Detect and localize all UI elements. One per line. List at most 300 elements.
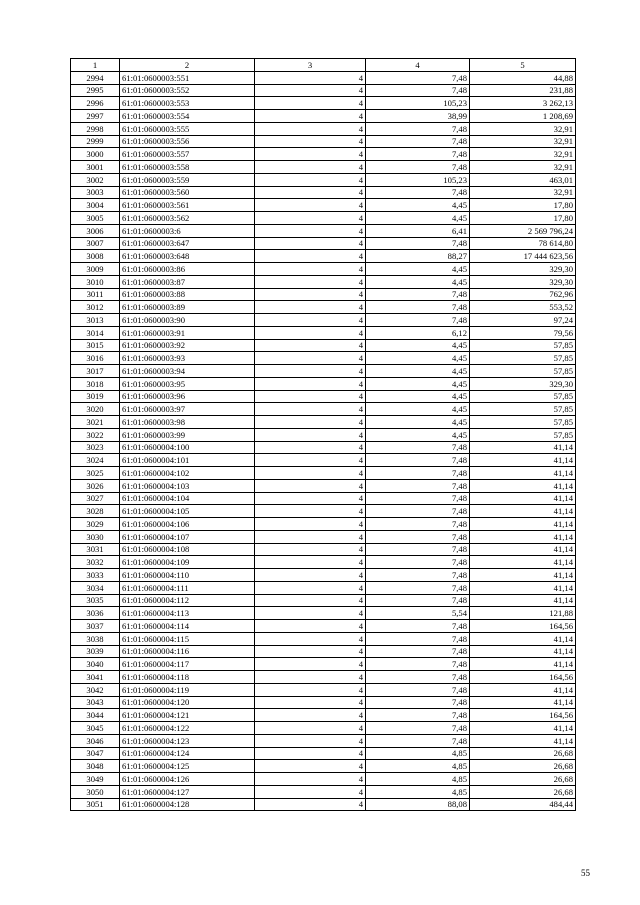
table-cell: 61:01:0600004:108: [120, 543, 255, 556]
table-cell: 4: [255, 505, 366, 518]
table-cell: 7,48: [366, 441, 470, 454]
table-cell: 4: [255, 84, 366, 97]
table-cell: 4: [255, 326, 366, 339]
table-cell: 3038: [71, 632, 120, 645]
table-cell: 4: [255, 365, 366, 378]
table-cell: 61:01:0600003:557: [120, 148, 255, 161]
table-cell: 4: [255, 275, 366, 288]
table-cell: 61:01:0600003:91: [120, 326, 255, 339]
table-cell: 7,48: [366, 479, 470, 492]
table-cell: 61:01:0600004:127: [120, 785, 255, 798]
table-row: [71, 747, 576, 760]
table-row: [71, 224, 576, 237]
table-row: [71, 237, 576, 250]
table-cell: 4: [255, 199, 366, 212]
table-row: [71, 250, 576, 263]
table-cell: 61:01:0600003:556: [120, 135, 255, 148]
table-row: [71, 632, 576, 645]
table-cell: 41,14: [470, 594, 576, 607]
table-cell: 57,85: [470, 403, 576, 416]
table-cell: 61:01:0600003:6: [120, 224, 255, 237]
table-cell: 105,23: [366, 97, 470, 110]
table-cell: 6,12: [366, 326, 470, 339]
table-cell: 61:01:0600003:551: [120, 71, 255, 84]
table-cell: 61:01:0600003:97: [120, 403, 255, 416]
table-cell: 2998: [71, 122, 120, 135]
table-cell: 5,54: [366, 607, 470, 620]
table-cell: 4: [255, 760, 366, 773]
table-cell: 3045: [71, 722, 120, 735]
table-cell: 4: [255, 97, 366, 110]
table-cell: 7,48: [366, 683, 470, 696]
table-cell: 164,56: [470, 620, 576, 633]
table-cell: 61:01:0600004:120: [120, 696, 255, 709]
table-cell: 61:01:0600004:106: [120, 518, 255, 531]
table-row: [71, 428, 576, 441]
table-cell: 3037: [71, 620, 120, 633]
table-cell: 4,45: [366, 428, 470, 441]
table-cell: 4: [255, 734, 366, 747]
table-cell: 3000: [71, 148, 120, 161]
table-cell: 3020: [71, 403, 120, 416]
table-cell: 3030: [71, 530, 120, 543]
table-row: [71, 658, 576, 671]
table-row: [71, 352, 576, 365]
table-cell: 7,48: [366, 314, 470, 327]
table-cell: 4: [255, 148, 366, 161]
table-cell: 7,48: [366, 696, 470, 709]
table-row: [71, 581, 576, 594]
table-cell: 4,45: [366, 212, 470, 225]
table-cell: 4: [255, 632, 366, 645]
table-cell: 3035: [71, 594, 120, 607]
table-cell: 4: [255, 773, 366, 786]
table-row: [71, 416, 576, 429]
table-cell: 3007: [71, 237, 120, 250]
table-cell: 4: [255, 479, 366, 492]
table-cell: 4: [255, 683, 366, 696]
table-row: [71, 365, 576, 378]
table-cell: 61:01:0600004:116: [120, 645, 255, 658]
table-cell: 61:01:0600003:86: [120, 263, 255, 276]
table-cell: 3003: [71, 186, 120, 199]
table-cell: 7,48: [366, 467, 470, 480]
table-cell: 61:01:0600004:124: [120, 747, 255, 760]
table-cell: 7,48: [366, 84, 470, 97]
table-cell: 17 444 623,56: [470, 250, 576, 263]
table-cell: 3051: [71, 798, 120, 811]
table-cell: 41,14: [470, 722, 576, 735]
table-cell: 484,44: [470, 798, 576, 811]
table-cell: 7,48: [366, 722, 470, 735]
table-row: [71, 314, 576, 327]
table-cell: 3001: [71, 161, 120, 174]
table-cell: 61:01:0600004:107: [120, 530, 255, 543]
table-cell: 57,85: [470, 365, 576, 378]
table-cell: 7,48: [366, 186, 470, 199]
table-row: [71, 530, 576, 543]
table-cell: 3040: [71, 658, 120, 671]
table-cell: 4: [255, 785, 366, 798]
table-cell: 4: [255, 454, 366, 467]
table-cell: 4: [255, 428, 366, 441]
table-row: [71, 785, 576, 798]
table-cell: 57,85: [470, 390, 576, 403]
table-cell: 61:01:0600004:102: [120, 467, 255, 480]
table-cell: 61:01:0600004:119: [120, 683, 255, 696]
table-cell: 2999: [71, 135, 120, 148]
table-row: [71, 683, 576, 696]
table-cell: 32,91: [470, 186, 576, 199]
table-cell: 3031: [71, 543, 120, 556]
table-row: [71, 263, 576, 276]
table-row: [71, 505, 576, 518]
table-cell: 4: [255, 581, 366, 594]
table-cell: 4: [255, 569, 366, 582]
table-cell: 61:01:0600004:100: [120, 441, 255, 454]
table-cell: 4,85: [366, 760, 470, 773]
table-cell: 61:01:0600004:117: [120, 658, 255, 671]
table-row: [71, 339, 576, 352]
table-cell: 7,48: [366, 543, 470, 556]
table-cell: 61:01:0600004:128: [120, 798, 255, 811]
table-cell: 4: [255, 467, 366, 480]
table-cell: 61:01:0600003:93: [120, 352, 255, 365]
table-cell: 61:01:0600004:111: [120, 581, 255, 594]
table-cell: 57,85: [470, 352, 576, 365]
table-cell: 61:01:0600003:555: [120, 122, 255, 135]
table-cell: 61:01:0600004:105: [120, 505, 255, 518]
table-cell: 4: [255, 250, 366, 263]
table-cell: 41,14: [470, 645, 576, 658]
table-cell: 4: [255, 212, 366, 225]
table-cell: 61:01:0600004:113: [120, 607, 255, 620]
table-cell: 4,45: [366, 390, 470, 403]
table-cell: 4: [255, 173, 366, 186]
table-row: [71, 135, 576, 148]
table-cell: 3033: [71, 569, 120, 582]
table-cell: 4: [255, 161, 366, 174]
table-cell: 3028: [71, 505, 120, 518]
table-cell: 3016: [71, 352, 120, 365]
column-header-4: 4: [366, 59, 470, 72]
table-cell: 4: [255, 339, 366, 352]
table-cell: 4: [255, 135, 366, 148]
table-cell: 41,14: [470, 505, 576, 518]
table-row: [71, 186, 576, 199]
table-cell: 3021: [71, 416, 120, 429]
table-body: [71, 71, 576, 811]
table-cell: 44,88: [470, 71, 576, 84]
table-cell: 41,14: [470, 734, 576, 747]
table-cell: 7,48: [366, 709, 470, 722]
table-row: [71, 760, 576, 773]
table-cell: 4,45: [366, 403, 470, 416]
table-cell: 61:01:0600004:121: [120, 709, 255, 722]
table-row: [71, 71, 576, 84]
table-row: [71, 607, 576, 620]
table-row: [71, 594, 576, 607]
table-cell: 7,48: [366, 645, 470, 658]
table-cell: 38,99: [366, 110, 470, 123]
table-cell: 4,45: [366, 416, 470, 429]
table-cell: 32,91: [470, 122, 576, 135]
table-cell: 3050: [71, 785, 120, 798]
table-row: [71, 620, 576, 633]
table-cell: 4,45: [366, 377, 470, 390]
table-cell: 7,48: [366, 518, 470, 531]
table-cell: 4: [255, 696, 366, 709]
table-cell: 7,48: [366, 288, 470, 301]
table-cell: 4,45: [366, 352, 470, 365]
table-row: [71, 569, 576, 582]
table-cell: 4: [255, 301, 366, 314]
table-cell: 4: [255, 237, 366, 250]
table-cell: 3029: [71, 518, 120, 531]
table-cell: 2995: [71, 84, 120, 97]
table-cell: 88,08: [366, 798, 470, 811]
table-cell: 4,85: [366, 785, 470, 798]
table-cell: 41,14: [470, 543, 576, 556]
table-cell: 3039: [71, 645, 120, 658]
table-row: [71, 734, 576, 747]
table-row: [71, 301, 576, 314]
table-cell: 329,30: [470, 275, 576, 288]
table-cell: 4: [255, 492, 366, 505]
table-cell: 3047: [71, 747, 120, 760]
table-cell: 3034: [71, 581, 120, 594]
table-cell: 41,14: [470, 441, 576, 454]
table-cell: 3006: [71, 224, 120, 237]
column-header-2: 2: [120, 59, 255, 72]
table-cell: 4,45: [366, 365, 470, 378]
table-cell: 3025: [71, 467, 120, 480]
table-row: [71, 492, 576, 505]
table-cell: 4: [255, 543, 366, 556]
table-row: [71, 390, 576, 403]
table-cell: 4,45: [366, 199, 470, 212]
table-cell: 41,14: [470, 683, 576, 696]
table-cell: 61:01:0600004:101: [120, 454, 255, 467]
table-cell: 7,48: [366, 569, 470, 582]
table-cell: 41,14: [470, 454, 576, 467]
table-cell: 7,48: [366, 505, 470, 518]
table-cell: 4: [255, 620, 366, 633]
column-header-5: 5: [470, 59, 576, 72]
table-cell: 4: [255, 607, 366, 620]
table-cell: 61:01:0600003:98: [120, 416, 255, 429]
table-cell: 3002: [71, 173, 120, 186]
table-cell: 61:01:0600004:125: [120, 760, 255, 773]
table-cell: 41,14: [470, 581, 576, 594]
table-row: [71, 543, 576, 556]
table-cell: 7,48: [366, 135, 470, 148]
table-cell: 3019: [71, 390, 120, 403]
table-cell: 7,48: [366, 237, 470, 250]
table-cell: 79,56: [470, 326, 576, 339]
table-cell: 61:01:0600003:89: [120, 301, 255, 314]
table-cell: 61:01:0600004:103: [120, 479, 255, 492]
table-cell: 7,48: [366, 658, 470, 671]
table-row: [71, 326, 576, 339]
table-cell: 61:01:0600003:562: [120, 212, 255, 225]
table-row: [71, 275, 576, 288]
table-cell: 4: [255, 722, 366, 735]
table-cell: 61:01:0600004:110: [120, 569, 255, 582]
table-cell: 4: [255, 314, 366, 327]
table-cell: 7,48: [366, 148, 470, 161]
table-cell: 61:01:0600003:94: [120, 365, 255, 378]
table-cell: 78 614,80: [470, 237, 576, 250]
table-cell: 4: [255, 441, 366, 454]
table-cell: 4: [255, 518, 366, 531]
table-cell: 3036: [71, 607, 120, 620]
table-row: [71, 709, 576, 722]
table-cell: 61:01:0600003:96: [120, 390, 255, 403]
table-cell: 41,14: [470, 479, 576, 492]
table-cell: 26,68: [470, 747, 576, 760]
table-cell: 4: [255, 263, 366, 276]
table-cell: 3023: [71, 441, 120, 454]
table-cell: 3004: [71, 199, 120, 212]
table-cell: 61:01:0600004:126: [120, 773, 255, 786]
table-cell: 3009: [71, 263, 120, 276]
table-cell: 3008: [71, 250, 120, 263]
table-cell: 3046: [71, 734, 120, 747]
table-cell: 61:01:0600003:552: [120, 84, 255, 97]
table-cell: 61:01:0600004:104: [120, 492, 255, 505]
table-row: [71, 288, 576, 301]
table-cell: 329,30: [470, 377, 576, 390]
table-cell: 7,48: [366, 594, 470, 607]
table-cell: 1 208,69: [470, 110, 576, 123]
table-cell: 7,48: [366, 734, 470, 747]
table-cell: 26,68: [470, 785, 576, 798]
table-cell: 4: [255, 416, 366, 429]
table-cell: 4: [255, 71, 366, 84]
table-cell: 7,48: [366, 530, 470, 543]
table-cell: 553,52: [470, 301, 576, 314]
table-cell: 4,85: [366, 773, 470, 786]
table-row: [71, 798, 576, 811]
table-cell: 7,48: [366, 71, 470, 84]
table-cell: 4: [255, 390, 366, 403]
table-cell: 61:01:0600003:553: [120, 97, 255, 110]
table-cell: 61:01:0600003:88: [120, 288, 255, 301]
table-cell: 57,85: [470, 428, 576, 441]
table-cell: 3015: [71, 339, 120, 352]
table-cell: 3014: [71, 326, 120, 339]
table-cell: 3011: [71, 288, 120, 301]
table-cell: 3017: [71, 365, 120, 378]
table-row: [71, 84, 576, 97]
table-cell: 3012: [71, 301, 120, 314]
table-cell: 61:01:0600004:109: [120, 556, 255, 569]
table-cell: 61:01:0600003:90: [120, 314, 255, 327]
table-cell: 3022: [71, 428, 120, 441]
table-row: [71, 696, 576, 709]
table-cell: 61:01:0600003:647: [120, 237, 255, 250]
table-row: [71, 773, 576, 786]
table-cell: 41,14: [470, 658, 576, 671]
table-cell: 41,14: [470, 492, 576, 505]
table-row: [71, 645, 576, 658]
table-cell: 61:01:0600004:118: [120, 671, 255, 684]
table-cell: 32,91: [470, 148, 576, 161]
table-row: [71, 722, 576, 735]
table-cell: 3024: [71, 454, 120, 467]
table-row: [71, 122, 576, 135]
table-cell: 3 262,13: [470, 97, 576, 110]
table-cell: 329,30: [470, 263, 576, 276]
table-cell: 41,14: [470, 569, 576, 582]
table-cell: 4: [255, 658, 366, 671]
table-cell: 3013: [71, 314, 120, 327]
table-cell: 61:01:0600003:560: [120, 186, 255, 199]
table-row: [71, 97, 576, 110]
table-row: [71, 671, 576, 684]
data-table: [70, 58, 576, 811]
table-row: [71, 454, 576, 467]
table-row: [71, 212, 576, 225]
table-cell: 4,85: [366, 747, 470, 760]
table-cell: 164,56: [470, 671, 576, 684]
table-cell: 61:01:0600003:561: [120, 199, 255, 212]
table-row: [71, 148, 576, 161]
table-cell: 7,48: [366, 122, 470, 135]
table-cell: 4: [255, 224, 366, 237]
table-cell: 88,27: [366, 250, 470, 263]
column-header-1: 1: [71, 59, 120, 72]
table-cell: 7,48: [366, 620, 470, 633]
table-cell: 7,48: [366, 161, 470, 174]
table-cell: 41,14: [470, 467, 576, 480]
table-cell: 17,80: [470, 212, 576, 225]
table-cell: 61:01:0600004:115: [120, 632, 255, 645]
table-row: [71, 441, 576, 454]
table-cell: 61:01:0600003:554: [120, 110, 255, 123]
table-row: [71, 479, 576, 492]
table-cell: 57,85: [470, 416, 576, 429]
table-cell: 4: [255, 747, 366, 760]
table-cell: 3005: [71, 212, 120, 225]
table-cell: 57,85: [470, 339, 576, 352]
table-cell: 41,14: [470, 518, 576, 531]
page-number: 55: [581, 868, 590, 878]
table-cell: 3032: [71, 556, 120, 569]
table-cell: 3018: [71, 377, 120, 390]
table-cell: 4: [255, 594, 366, 607]
table-cell: 4: [255, 110, 366, 123]
table-cell: 3043: [71, 696, 120, 709]
table-cell: 61:01:0600004:122: [120, 722, 255, 735]
table-row: [71, 199, 576, 212]
table-cell: 2994: [71, 71, 120, 84]
table-cell: 4: [255, 288, 366, 301]
table-cell: 7,48: [366, 556, 470, 569]
table-cell: 4: [255, 556, 366, 569]
table-row: [71, 173, 576, 186]
table-cell: 32,91: [470, 161, 576, 174]
table-cell: 4: [255, 798, 366, 811]
table-cell: 61:01:0600003:99: [120, 428, 255, 441]
table-cell: 2997: [71, 110, 120, 123]
table-row: [71, 467, 576, 480]
table-cell: 3048: [71, 760, 120, 773]
table-cell: 61:01:0600003:559: [120, 173, 255, 186]
table-cell: 7,48: [366, 632, 470, 645]
table-cell: 3026: [71, 479, 120, 492]
